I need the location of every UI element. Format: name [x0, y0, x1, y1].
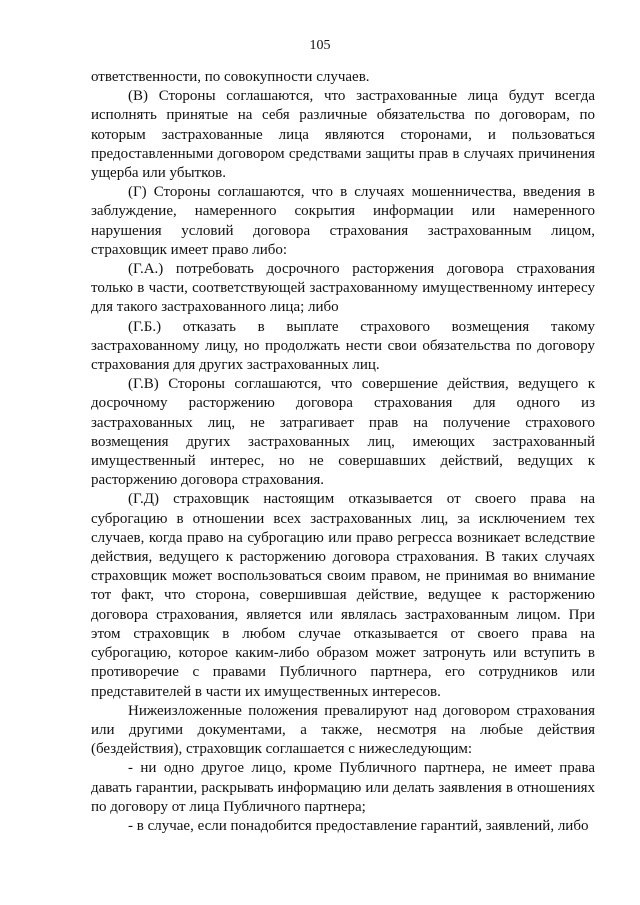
page-number: 105: [309, 38, 331, 53]
paragraph-clause-g-a: (Г.А.) потребовать досрочного расторжения договора страхования только в части, соответствующей застрахованному имущественному интересу для такого застрахованного лица; либо: [91, 261, 595, 316]
paragraph-clause-g-v: (Г.В) Стороны соглашаются, что совершение действия, ведущего к досрочному расторжению договора страхования для одного из застрахованных лиц, не затрагивает прав на получение страхового возмещения других застрахованных лиц, имеющих застрахованный имущественный интерес, но не совершавших действий, ведущих к расторжению договора страхования.: [91, 376, 595, 489]
paragraph-clause-g-d: (Г.Д) страховщик настоящим отказывается от своего права на суброгацию в отношении всех застрахованных лиц, за исключением тех случаев, когда право на суброгацию или право регресса возникает вследствие действия, ведущего к расторжению договора страхования. В таких случаях страховщик может воспользоваться своим правом, не принимая во внимание тот факт, что сторона, совершившая действие, ведущее к расторжению договора страхования, является или являлась застрахованным лицом. При этом страховщик в любом случае отказывается от своего права на суброгацию, которое каким-либо образом может затронуть или вступить в противоречие с правами Публичного партнера, его сотрудников или представителей в части их имущественных интересов.: [91, 491, 595, 700]
paragraph-clause-v: (В) Стороны соглашаются, что застрахованные лица будут всегда исполнять принятые на себя различные обязательства по договорам, по которым застрахованные лица являются сторонами, и пользоваться предоставленными договором средствами защиты прав в случаях причинения ущерба или убытков.: [91, 88, 595, 182]
list-item-guarantees: - в случае, если понадобится предоставление гарантий, заявлений, либо: [128, 817, 589, 834]
paragraph-clause-g: (Г) Стороны соглашаются, что в случаях мошенничества, введения в заблуждение, намеренного сокрытия информации или намеренного нарушения условий договора страхования застрахованным лицом, страховщик имеет право либо:: [91, 184, 595, 258]
paragraph-clause-g-b: (Г.Б.) отказать в выплате страхового возмещения такому застрахованному лицу, но продолжать нести свои обязательства по договору страхования для других застрахованных лиц.: [91, 318, 595, 374]
document-body: [91, 68, 595, 836]
paragraph-continuation: ответственности, по совокупности случаев.: [91, 69, 370, 85]
paragraph-precedence: Нижеизложенные положения превалируют над договором страхования или другими документами, а также, несмотря на любые действия (бездействия), страховщик соглашается с нижеследующим:: [91, 702, 595, 758]
list-item-no-other-person: - ни одно другое лицо, кроме Публичного партнера, не имеет права давать гарантии, раскрывать информацию или делать заявления в отношениях по договору от лица Публичного партнера;: [91, 760, 595, 815]
